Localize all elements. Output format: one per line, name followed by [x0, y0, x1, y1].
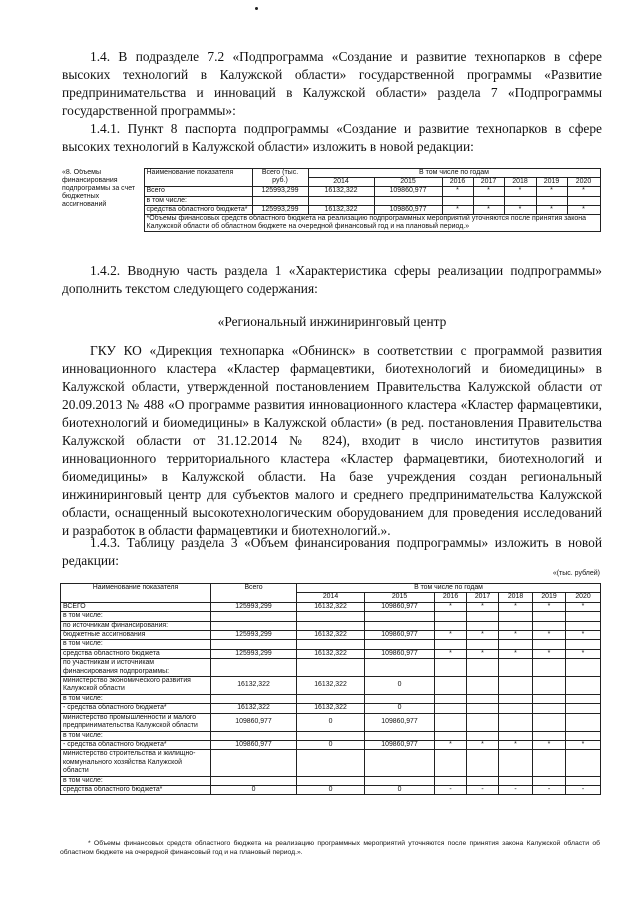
t2-cell: * [467, 602, 499, 611]
t2-cell: * [467, 740, 499, 749]
t2-row [61, 750, 601, 776]
t2-cell: * [467, 649, 499, 658]
t1-cell: * [567, 205, 600, 214]
t2-cell: * [435, 649, 467, 658]
paragraph-1-4-1: 1.4.1. Пункт 8 паспорта подпрограммы «Создание и развитие технопарков в сфере высоких технологий в Калужской области» изложить в новой редакции: [62, 121, 602, 154]
t2-cell [297, 659, 365, 677]
t2-cell: - [566, 785, 601, 794]
subprogram-funding-table [60, 583, 601, 795]
t2-cell [435, 612, 467, 621]
t2-cell [365, 776, 435, 785]
t2-cell [533, 694, 566, 703]
t1-cell: 109860,977 [374, 205, 442, 214]
t1-header-years: В том числе по годам [308, 169, 600, 178]
t2-row-label: ВСЕГО [61, 602, 211, 611]
t2-cell: 125993,299 [211, 602, 297, 611]
t1-cell: 16132,322 [308, 205, 374, 214]
t2-cell [211, 776, 297, 785]
t2-cell [365, 750, 435, 776]
t2-row [61, 602, 601, 611]
t2-cell [533, 731, 566, 740]
paragraph-1-4: 1.4. В подразделе 7.2 «Подпрограмма «Создание и развитие технопарков в сфере высоких технологий в Калужской области» государственной программы «Развитие предпринимательства и инноваций в Калужской области» раздела 7 «Подпрограммы государственной программы»: [62, 49, 602, 118]
t2-cell: 16132,322 [297, 631, 365, 640]
t2-cell [365, 640, 435, 649]
scan-speck [255, 7, 258, 10]
t2-cell [211, 750, 297, 776]
t2-row-label: средства областного бюджета [61, 649, 211, 658]
t2-cell: 125993,299 [211, 631, 297, 640]
section-heading: «Региональный инжиниринговый центр [217, 314, 447, 329]
t2-row [61, 740, 601, 749]
t2-cell [297, 750, 365, 776]
passport-row-label: «8. Объемы финансирования подпрограммы за счет бюджетных ассигнований [60, 169, 144, 215]
t2-header-years: В том числе по годам [297, 584, 601, 593]
t2-cell: 109860,977 [211, 713, 297, 731]
t2-cell: 125993,299 [211, 649, 297, 658]
t1-cell: * [473, 205, 504, 214]
t2-row [61, 713, 601, 731]
t2-cell [211, 621, 297, 630]
t2-cell [297, 694, 365, 703]
t2-header-name: Наименование показателя [61, 584, 211, 603]
t2-cell: 16132,322 [211, 677, 297, 695]
t2-cell [566, 704, 601, 713]
t2-cell [533, 704, 566, 713]
t2-row [61, 704, 601, 713]
t2-row [61, 649, 601, 658]
t2-row-label: по источникам финансирования: [61, 621, 211, 630]
t2-cell: 109860,977 [365, 740, 435, 749]
t2-cell [435, 677, 467, 695]
t1-cell: 125993,299 [252, 205, 308, 214]
t2-cell [435, 694, 467, 703]
t2-cell [499, 612, 533, 621]
t2-cell: * [435, 631, 467, 640]
t2-row-label: бюджетные ассигнования [61, 631, 211, 640]
t2-cell: 0 [297, 740, 365, 749]
t2-year: 2016 [435, 593, 467, 602]
t1-year: 2019 [536, 178, 567, 187]
t2-cell: 0 [365, 677, 435, 695]
t2-cell [499, 713, 533, 731]
t2-cell: 109860,977 [211, 740, 297, 749]
t2-row [61, 677, 601, 695]
t2-cell [467, 694, 499, 703]
t2-cell [533, 659, 566, 677]
t2-cell [467, 659, 499, 677]
t2-cell: * [533, 631, 566, 640]
t2-cell [533, 677, 566, 695]
t2-cell [435, 621, 467, 630]
t2-row [61, 694, 601, 703]
t2-cell [365, 659, 435, 677]
t2-cell: - [435, 785, 467, 794]
t2-cell [467, 776, 499, 785]
t2-cell [297, 621, 365, 630]
t1-cell: * [442, 205, 473, 214]
t2-cell [467, 621, 499, 630]
t2-cell: 0 [297, 785, 365, 794]
t2-cell: * [533, 649, 566, 658]
t2-year: 2019 [533, 593, 566, 602]
t1-cell: * [504, 187, 536, 196]
paragraph-engineering-center: ГКУ КО «Дирекция технопарка «Обнинск» в соответствии с программой развития инновационного кластера «Кластер фармацевтики, биотехнологий и биомедицины» в Калужской области, утвержденной постановлением Правительства Калужской области от 20.09.2013 № 488 «О программе развития инновационного кластера «Кластер фармацевтики, биотехнологий и биомедицины» в Калужской области» (в ред. постановления Правительства Калужской области от 31.12.2014 № 824), входит в число институтов развития инновационного территориального кластера «Кластер фармацевтики, биотехнологий и биомедицины» в Калужской области. На базе учреждения создан региональный инжиниринговый центр для субъектов малого и среднего предпринимательства Калужской области, оснащенный высокотехнологическим оборудованием для проведения исследований и разработок в области фармацевтики и биотехнологий.». [62, 343, 602, 538]
t2-cell: 16132,322 [297, 677, 365, 695]
t2-cell [566, 731, 601, 740]
t2-cell [533, 640, 566, 649]
t2-row-label: - средства областного бюджета* [61, 740, 211, 749]
t1-cell: * [442, 187, 473, 196]
t2-row-label: министерство экономического развития Калужской области [61, 677, 211, 695]
t2-row-label: в том числе: [61, 776, 211, 785]
t2-row-label: министерство строительства и жилищно-коммунального хозяйства Калужской области [61, 750, 211, 776]
t1-header-name: Наименование показателя [144, 169, 252, 187]
t2-header-total: Всего [211, 584, 297, 603]
t1-cell: в том числе: [144, 196, 252, 205]
t2-cell: * [533, 740, 566, 749]
t2-cell [533, 713, 566, 731]
t2-cell [566, 694, 601, 703]
t2-year: 2014 [297, 593, 365, 602]
t2-cell [467, 731, 499, 740]
t2-cell [297, 612, 365, 621]
t2-cell [435, 704, 467, 713]
t2-cell [499, 694, 533, 703]
t2-year: 2017 [467, 593, 499, 602]
t2-cell [467, 750, 499, 776]
t2-cell: 109860,977 [365, 602, 435, 611]
t1-cell: Всего [144, 187, 252, 196]
t2-cell [435, 750, 467, 776]
t2-cell [435, 776, 467, 785]
t2-row [61, 731, 601, 740]
t2-cell [365, 621, 435, 630]
t2-row-label: средства областного бюджета* [61, 785, 211, 794]
t1-cell: 125993,299 [252, 187, 308, 196]
t2-cell [211, 659, 297, 677]
t2-cell: - [467, 785, 499, 794]
t2-cell [435, 713, 467, 731]
t2-cell: * [435, 740, 467, 749]
t2-row [61, 631, 601, 640]
t2-cell: 109860,977 [365, 713, 435, 731]
t2-cell [499, 731, 533, 740]
t1-year: 2018 [504, 178, 536, 187]
t2-cell [499, 750, 533, 776]
t2-row [61, 659, 601, 677]
t2-year: 2015 [365, 593, 435, 602]
t2-cell [297, 640, 365, 649]
t2-row-label: по участникам и источникам финансирования подпрограммы: [61, 659, 211, 677]
passport-funding-table [60, 168, 601, 232]
t2-cell [467, 704, 499, 713]
t2-cell [211, 640, 297, 649]
t2-cell: 0 [365, 704, 435, 713]
t2-cell [499, 659, 533, 677]
t2-cell [211, 694, 297, 703]
t2-cell: 16132,322 [297, 704, 365, 713]
t2-footnote: * Объемы финансовых средств областного бюджета на реализацию программных мероприятий уточняются после принятия закона Калужской области об областном бюджете на очередной финансовый год и на плановый период.». [60, 840, 600, 856]
t2-cell [533, 621, 566, 630]
t1-footnote: *Объемы финансовых средств областного бюджета на реализацию подпрограммных мероприятий уточняются после принятия закона Калужской области об областном бюджете на очередной финансовый год и на плановый период.» [144, 215, 600, 232]
t2-cell [211, 612, 297, 621]
t2-cell: 16132,322 [297, 649, 365, 658]
t2-cell [566, 612, 601, 621]
t2-cell [499, 776, 533, 785]
t2-cell [467, 612, 499, 621]
t2-cell: * [499, 602, 533, 611]
t2-cell [566, 713, 601, 731]
t2-cell: * [566, 740, 601, 749]
t2-row [61, 640, 601, 649]
t2-cell: - [533, 785, 566, 794]
t1-year: 2016 [442, 178, 473, 187]
t1-header-total: Всего (тыс. руб.) [252, 169, 308, 187]
t2-cell [211, 731, 297, 740]
t1-cell: * [504, 205, 536, 214]
t2-cell: 0 [211, 785, 297, 794]
t2-row-label: в том числе: [61, 640, 211, 649]
t1-cell: средства областного бюджета* [144, 205, 252, 214]
t1-cell: 16132,322 [308, 187, 374, 196]
t2-cell: * [566, 649, 601, 658]
t2-cell [297, 731, 365, 740]
t2-cell: 16132,322 [211, 704, 297, 713]
t2-cell [499, 621, 533, 630]
t2-cell [499, 640, 533, 649]
t2-cell [365, 612, 435, 621]
t2-cell [499, 677, 533, 695]
t2-row-label: в том числе: [61, 731, 211, 740]
t2-row-label: - средства областного бюджета* [61, 704, 211, 713]
t2-cell: 16132,322 [297, 602, 365, 611]
t2-cell: 109860,977 [365, 649, 435, 658]
t1-cell: * [536, 205, 567, 214]
t2-cell [435, 659, 467, 677]
t1-cell: * [536, 187, 567, 196]
t2-row [61, 621, 601, 630]
t2-cell [297, 776, 365, 785]
t2-cell: * [499, 631, 533, 640]
t2-cell: * [566, 631, 601, 640]
t2-cell [566, 776, 601, 785]
t1-cell: * [473, 187, 504, 196]
t1-year: 2020 [567, 178, 600, 187]
t2-row-label: в том числе: [61, 612, 211, 621]
t2-row-label: в том числе: [61, 694, 211, 703]
t2-row-label: министерство промышленности и малого предпринимательства Калужской области [61, 713, 211, 731]
t2-cell: 0 [365, 785, 435, 794]
t2-year: 2018 [499, 593, 533, 602]
t2-cell [533, 776, 566, 785]
t1-year: 2017 [473, 178, 504, 187]
t2-cell [435, 731, 467, 740]
t2-cell [533, 612, 566, 621]
t2-row [61, 612, 601, 621]
units-label: «(тыс. рублей) [552, 570, 600, 577]
t2-cell: * [467, 631, 499, 640]
t2-cell: 0 [297, 713, 365, 731]
t2-cell [467, 677, 499, 695]
t2-cell [566, 640, 601, 649]
t2-cell [566, 621, 601, 630]
t1-cell: 109860,977 [374, 187, 442, 196]
t2-cell [566, 659, 601, 677]
t2-cell [435, 640, 467, 649]
t2-cell [365, 694, 435, 703]
t2-cell [533, 750, 566, 776]
t2-year: 2020 [566, 593, 601, 602]
t2-cell: * [499, 649, 533, 658]
t2-cell [566, 750, 601, 776]
t1-cell: * [567, 187, 600, 196]
t2-row [61, 776, 601, 785]
t1-year: 2015 [374, 178, 442, 187]
paragraph-1-4-2: 1.4.2. Вводную часть раздела 1 «Характеристика сферы реализации подпрограммы» дополнить текстом следующего содержания: [62, 263, 602, 296]
t2-cell: 109860,977 [365, 631, 435, 640]
paragraph-1-4-3: 1.4.3. Таблицу раздела 3 «Объем финансирования подпрограммы» изложить в новой редакции: [62, 535, 602, 568]
t2-cell [499, 704, 533, 713]
t2-cell: - [499, 785, 533, 794]
t2-cell: * [435, 602, 467, 611]
t2-cell [467, 640, 499, 649]
t2-cell [467, 713, 499, 731]
t2-cell [365, 731, 435, 740]
t1-year: 2014 [308, 178, 374, 187]
t2-cell: * [566, 602, 601, 611]
t2-cell: * [499, 740, 533, 749]
t2-row [61, 785, 601, 794]
t2-cell: * [533, 602, 566, 611]
t2-cell [566, 677, 601, 695]
